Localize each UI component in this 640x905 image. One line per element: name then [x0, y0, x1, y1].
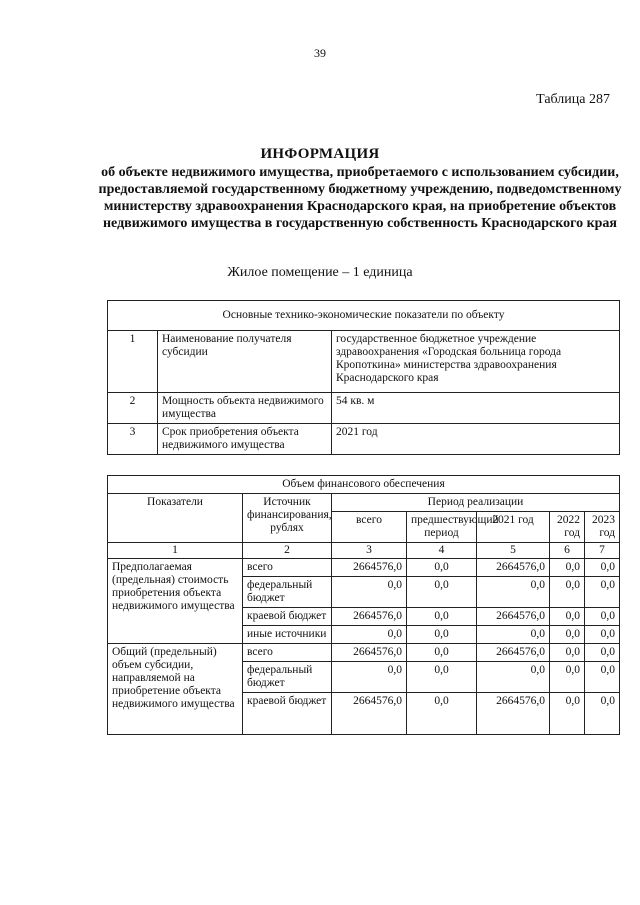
- value-total: 0,0: [332, 662, 407, 693]
- value-2023: 0,0: [585, 577, 620, 608]
- value-2022: 0,0: [550, 577, 585, 608]
- indicators-header: Основные технико-экономические показатели по объекту: [108, 301, 620, 331]
- table-row: [108, 559, 620, 577]
- value-2021: 2664576,0: [477, 559, 550, 577]
- table-row: [108, 644, 620, 662]
- value-2021: 0,0: [477, 577, 550, 608]
- row-label: Срок приобретения объекта недвижимого имущества: [158, 424, 332, 455]
- indicators-table: [107, 300, 620, 455]
- source-cell: всего: [243, 559, 332, 577]
- value-2023: 0,0: [585, 559, 620, 577]
- column-number: 1: [108, 543, 243, 559]
- value-2021: 0,0: [477, 626, 550, 644]
- col-header-period: Период реализации: [332, 494, 620, 512]
- row-number: 1: [108, 331, 158, 393]
- value-2022: 0,0: [550, 693, 585, 735]
- column-number: 5: [477, 543, 550, 559]
- value-previous: 0,0: [407, 559, 477, 577]
- col-header-2021: 2021 год: [477, 512, 550, 543]
- col-header-total: всего: [332, 512, 407, 543]
- value-total: 2664576,0: [332, 644, 407, 662]
- col-header-2022: 2022 год: [550, 512, 585, 543]
- object-caption: Жилое помещение – 1 единица: [227, 265, 413, 280]
- row-number: 3: [108, 424, 158, 455]
- column-number: 7: [585, 543, 620, 559]
- row-number: 2: [108, 393, 158, 424]
- value-2022: 0,0: [550, 644, 585, 662]
- value-2022: 0,0: [550, 662, 585, 693]
- table-row: [108, 424, 620, 455]
- table-label: Таблица 287: [536, 92, 610, 107]
- value-2023: 0,0: [585, 608, 620, 626]
- source-cell: краевой бюджет: [243, 693, 332, 735]
- value-2021: 2664576,0: [477, 644, 550, 662]
- column-number: 3: [332, 543, 407, 559]
- value-2022: 0,0: [550, 608, 585, 626]
- value-previous: 0,0: [407, 577, 477, 608]
- col-header-source: Источник финансирования, рублях: [243, 494, 332, 543]
- group-label: Общий (предельный) объем субсидии, направляемой на приобретение объекта недвижимого имущества: [108, 644, 243, 735]
- col-header-2023: 2023 год: [585, 512, 620, 543]
- row-label: Мощность объекта недвижимого имущества: [158, 393, 332, 424]
- value-previous: 0,0: [407, 608, 477, 626]
- table-row: [108, 393, 620, 424]
- source-cell: федеральный бюджет: [243, 662, 332, 693]
- source-cell: иные источники: [243, 626, 332, 644]
- source-cell: всего: [243, 644, 332, 662]
- value-previous: 0,0: [407, 662, 477, 693]
- column-numbers-row: [108, 543, 620, 559]
- finance-header: Объем финансового обеспечения: [108, 476, 620, 494]
- value-total: 2664576,0: [332, 608, 407, 626]
- column-number: 6: [550, 543, 585, 559]
- value-previous: 0,0: [407, 693, 477, 735]
- value-2021: 2664576,0: [477, 608, 550, 626]
- value-total: 0,0: [332, 626, 407, 644]
- source-cell: краевой бюджет: [243, 608, 332, 626]
- value-2023: 0,0: [585, 644, 620, 662]
- row-value: государственное бюджетное учреждение здравоохранения «Городская больница города Кропоткина» министерства здравоохранения Краснодарского края: [332, 331, 620, 393]
- group-label: Предполагаемая (предельная) стоимость приобретения объекта недвижимого имущества: [108, 559, 243, 644]
- value-previous: 0,0: [407, 644, 477, 662]
- value-2022: 0,0: [550, 559, 585, 577]
- value-2021: 2664576,0: [477, 693, 550, 735]
- value-2023: 0,0: [585, 662, 620, 693]
- value-previous: 0,0: [407, 626, 477, 644]
- row-value: 2021 год: [332, 424, 620, 455]
- row-label: Наименование получателя субсидии: [158, 331, 332, 393]
- document-title: ИНФОРМАЦИЯ: [260, 146, 380, 162]
- value-2021: 0,0: [477, 662, 550, 693]
- value-total: 2664576,0: [332, 693, 407, 735]
- value-total: 0,0: [332, 577, 407, 608]
- page-number: 39: [314, 46, 326, 60]
- document-subtitle: об объекте недвижимого имущества, приобретаемого с использованием субсидии, предоставляемой государственному бюджетному учреждению, подведомственному министерству здравоохранения Краснодарского края, на приобретение объектов недвижимого имущества в государственную собственность Краснодарского края: [98, 165, 622, 231]
- column-number: 4: [407, 543, 477, 559]
- finance-table: [107, 475, 620, 735]
- col-header-previous: предшествующий период: [407, 512, 477, 543]
- value-2023: 0,0: [585, 626, 620, 644]
- value-total: 2664576,0: [332, 559, 407, 577]
- value-2022: 0,0: [550, 626, 585, 644]
- source-cell: федеральный бюджет: [243, 577, 332, 608]
- column-number: 2: [243, 543, 332, 559]
- value-2023: 0,0: [585, 693, 620, 735]
- table-row: [108, 331, 620, 393]
- row-value: 54 кв. м: [332, 393, 620, 424]
- col-header-indicators: Показатели: [108, 494, 243, 543]
